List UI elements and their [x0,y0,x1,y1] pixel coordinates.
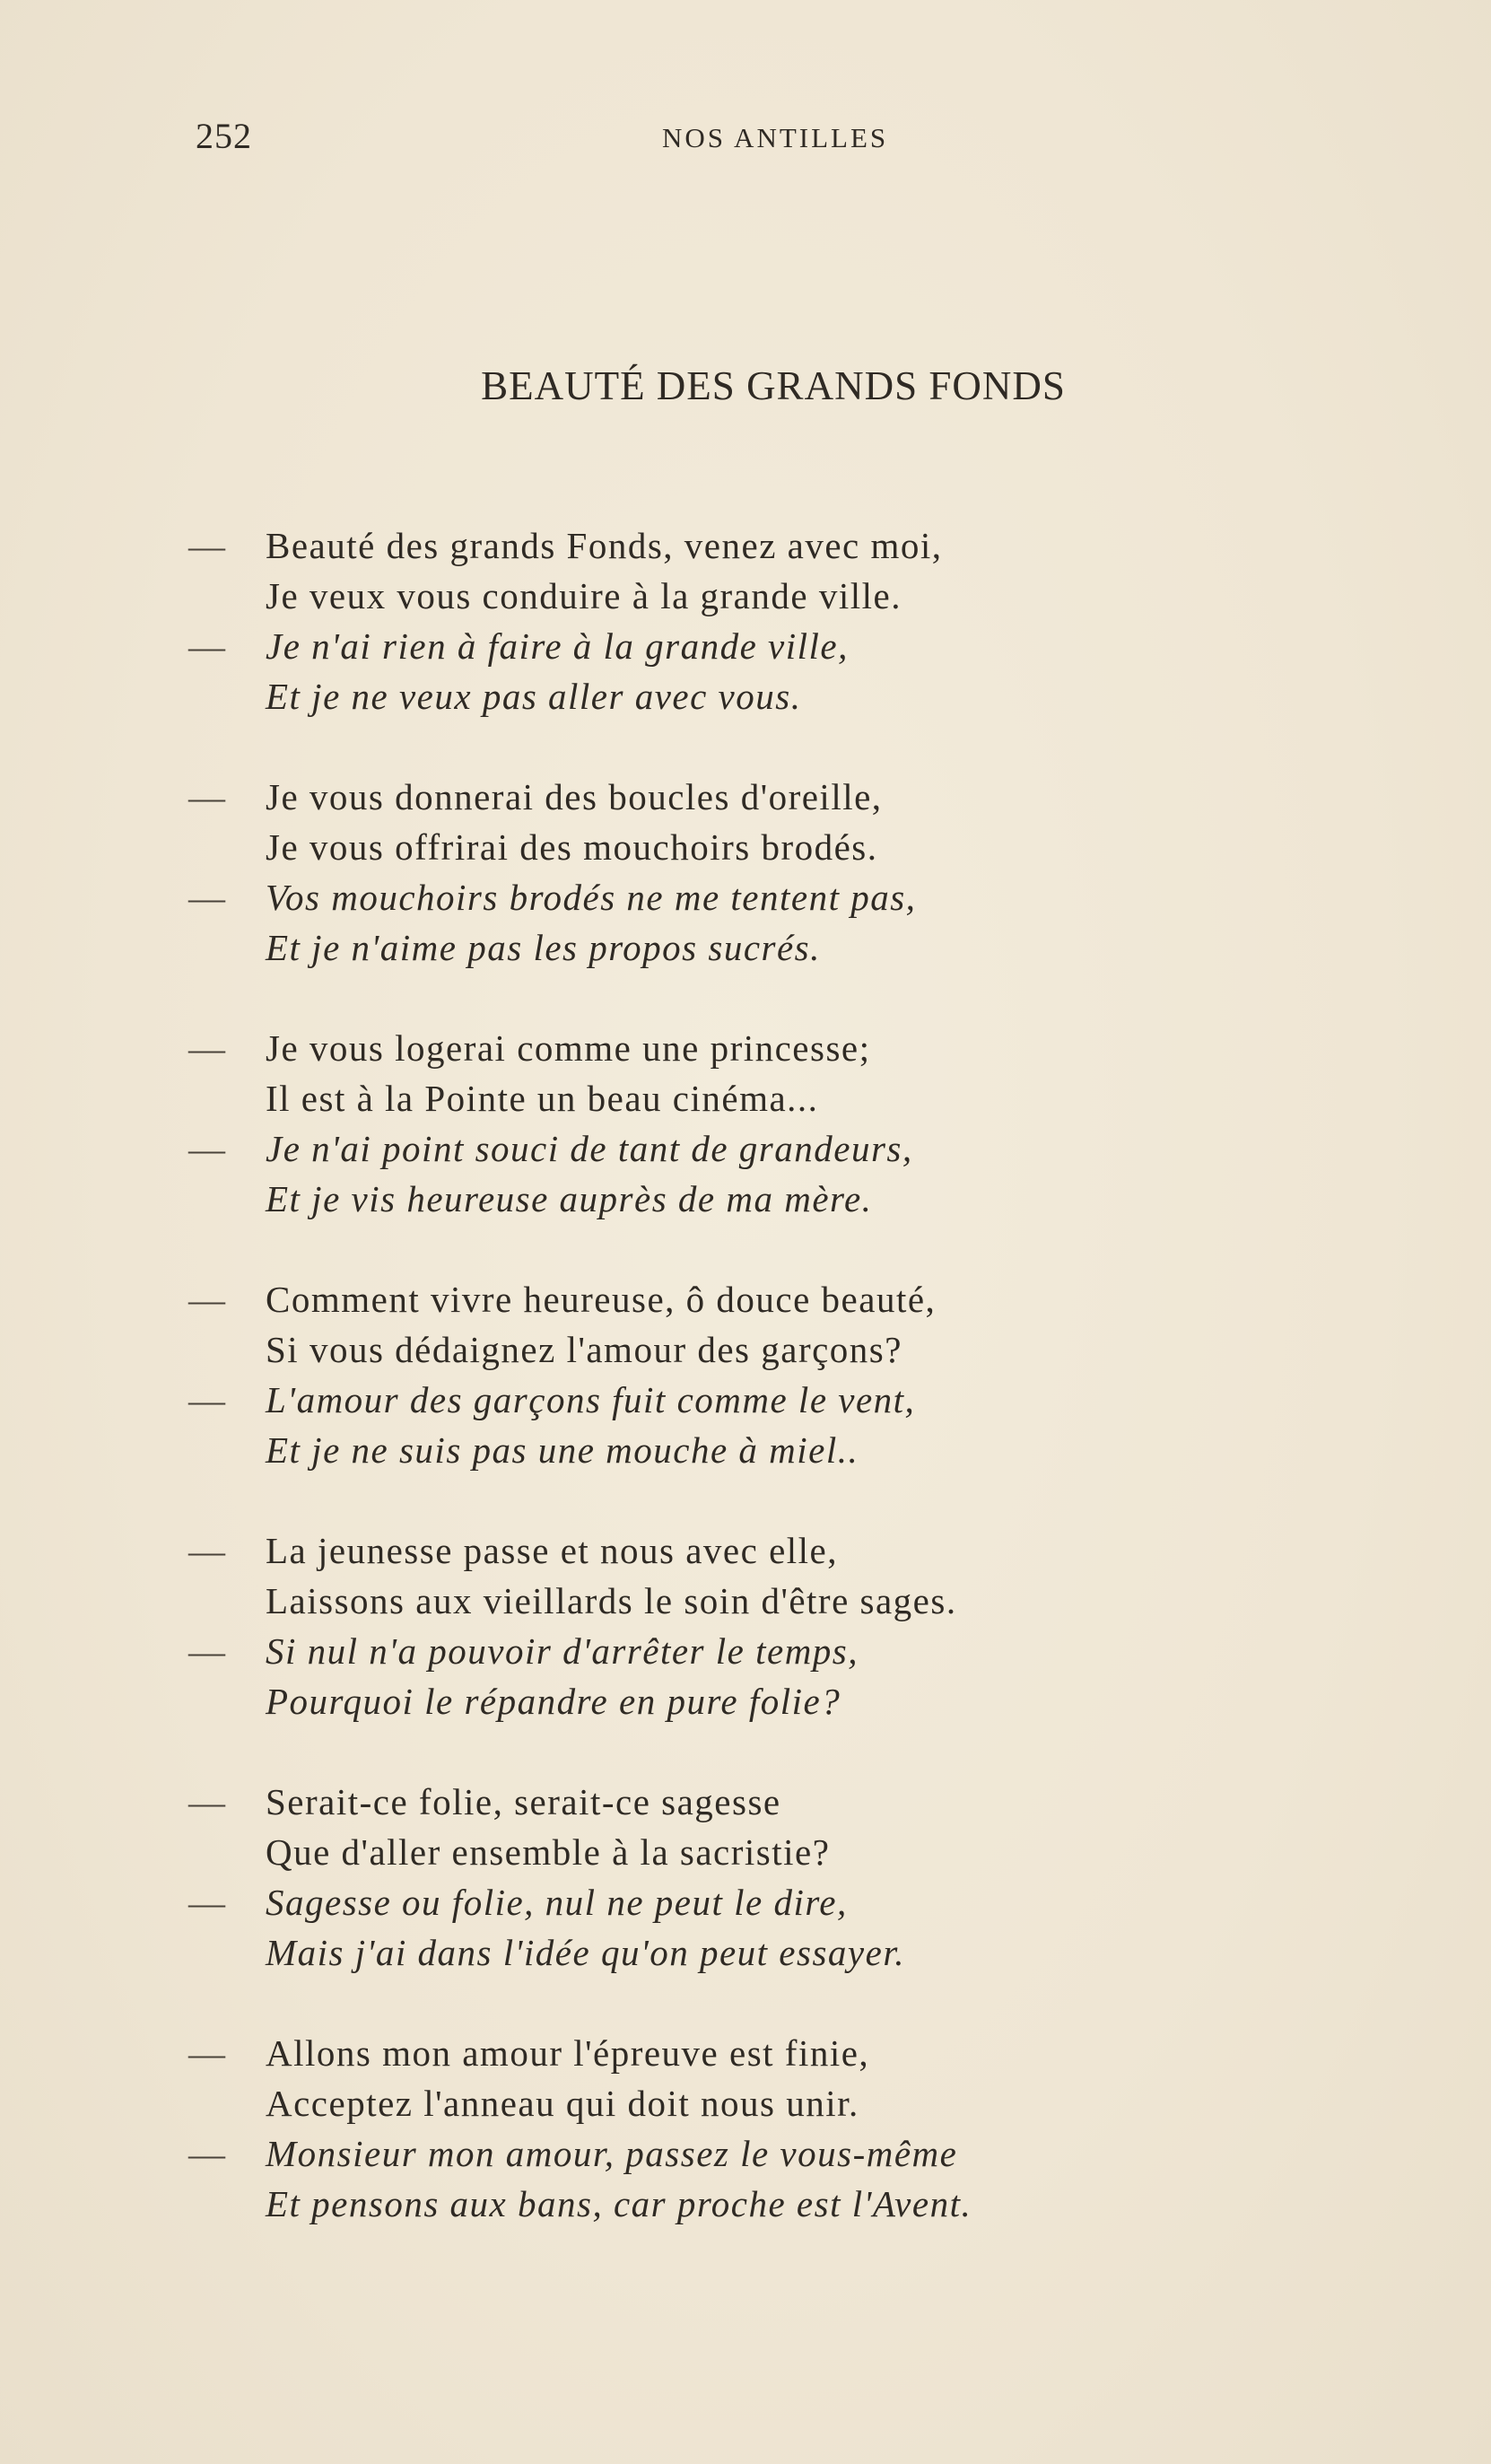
line-dash: — [188,776,225,817]
poem-line [188,621,1211,671]
poem-line [188,1777,1211,1827]
line-text: Allons mon amour l'épreuve est finie, [266,2032,870,2074]
line-text: Il est à la Pointe un beau cinéma... [266,1078,819,1119]
line-text: Vos mouchoirs brodés ne me tentent pas, [266,877,917,918]
poem-body [188,520,1211,2279]
line-dash: — [188,877,225,918]
line-dash: — [188,1781,225,1822]
stanza [188,2028,1211,2279]
line-text: Je n'ai rien à faire à la grande ville, [266,625,849,667]
line-dash: — [188,1530,225,1571]
line-dash: — [188,1630,225,1672]
line-dash: — [188,1379,225,1420]
stanza [188,1525,1211,1777]
line-dash: — [188,525,225,566]
line-text: Mais j'ai dans l'idée qu'on peut essayer. [266,1932,905,1973]
poem-line [188,1073,1211,1123]
line-text: Que d'aller ensemble à la sacristie? [266,1831,831,1873]
line-text: Je vous logerai comme une princesse; [266,1027,871,1069]
poem-line [188,1375,1211,1425]
line-text: Monsieur mon amour, passez le vous-même [266,2133,958,2174]
poem-line [188,1877,1211,1927]
poem-line [188,772,1211,822]
line-dash: — [188,1882,225,1923]
poem-title: BEAUTÉ DES GRANDS FONDS [481,363,1066,408]
poem-line [188,1123,1211,1174]
poem-line [188,1525,1211,1576]
line-text: Sagesse ou folie, nul ne peut le dire, [266,1882,848,1923]
stanza [188,1777,1211,2028]
stanza [188,772,1211,1023]
line-text: Et je ne suis pas une mouche à miel.. [266,1429,859,1471]
poem-line [188,872,1211,922]
poem-line [188,1576,1211,1626]
line-text: Et pensons aux bans, car proche est l'Avent. [266,2183,972,2224]
line-text: L'amour des garçons fuit comme le vent, [266,1379,916,1420]
poem-line [188,1324,1211,1375]
poem-line [188,1425,1211,1475]
line-dash: — [188,2133,225,2174]
poem-line [188,671,1211,721]
line-dash: — [188,1128,225,1169]
poem-line [188,1827,1211,1877]
poem-line [188,1676,1211,1726]
poem-line [188,1174,1211,1224]
line-text: Serait-ce folie, serait-ce sagesse [266,1781,781,1822]
line-text: Laissons aux vieillards le soin d'être sages. [266,1580,957,1621]
line-text: Et je ne veux pas aller avec vous. [266,676,802,717]
poem-line [188,1274,1211,1324]
poem-line [188,1927,1211,1978]
poem-line [188,1626,1211,1676]
page-number: 252 [196,116,252,156]
line-text: Pourquoi le répandre en pure folie? [266,1681,841,1722]
line-text: La jeunesse passe et nous avec elle, [266,1530,839,1571]
poem-line [188,822,1211,872]
line-text: Je vous offrirai des mouchoirs brodés. [266,826,878,868]
poem-line [188,2078,1211,2128]
line-text: Et je n'aime pas les propos sucrés. [266,927,821,968]
poem-line [188,922,1211,973]
stanza [188,520,1211,772]
running-title: NOS ANTILLES [662,122,889,153]
poem-line [188,1023,1211,1073]
line-dash: — [188,625,225,667]
poem-line [188,571,1211,621]
stanza [188,1274,1211,1525]
line-text: Si vous dédaignez l'amour des garçons? [266,1329,902,1370]
line-text: Beauté des grands Fonds, venez avec moi, [266,525,943,566]
line-text: Je vous donnerai des boucles d'oreille, [266,776,883,817]
poem-line [188,2179,1211,2229]
poem-line [188,2128,1211,2179]
line-text: Si nul n'a pouvoir d'arrêter le temps, [266,1630,859,1672]
line-text: Et je vis heureuse auprès de ma mère. [266,1178,873,1219]
line-dash: — [188,1027,225,1069]
line-text: Acceptez l'anneau qui doit nous unir. [266,2083,859,2124]
poem-line [188,520,1211,571]
poem-line [188,2028,1211,2078]
line-dash: — [188,1279,225,1320]
line-text: Je veux vous conduire à la grande ville. [266,575,902,616]
line-dash: — [188,2032,225,2074]
stanza [188,1023,1211,1274]
page-header [196,115,1182,160]
line-text: Je n'ai point souci de tant de grandeurs, [266,1128,913,1169]
line-text: Comment vivre heureuse, ô douce beauté, [266,1279,937,1320]
